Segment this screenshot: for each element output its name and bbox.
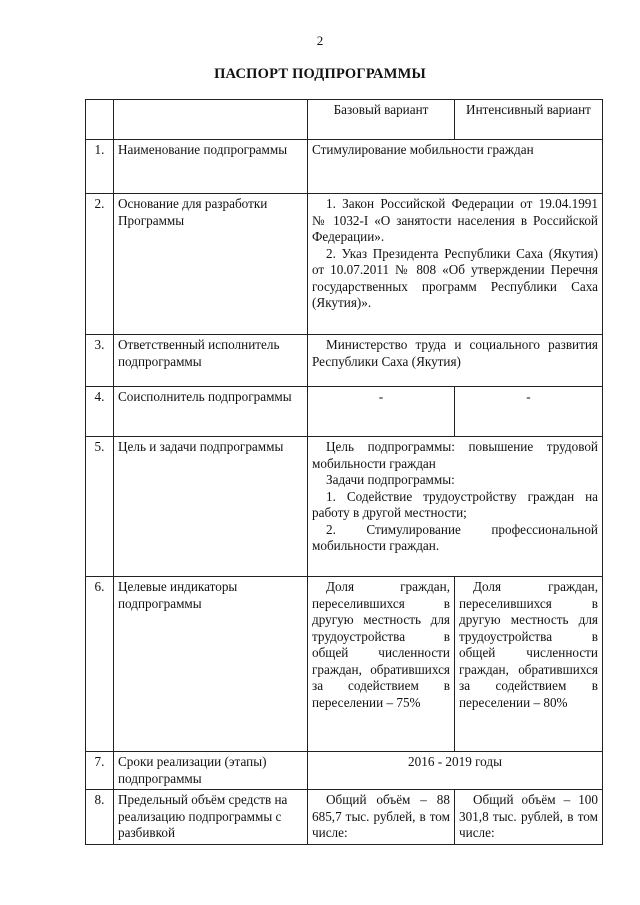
row-value [308, 437, 603, 577]
row-label: Целевые индикаторы подпрограммы [114, 577, 308, 752]
header-base-variant: Базовый вариант [308, 100, 455, 140]
table-row [86, 140, 603, 194]
passport-table [85, 99, 603, 845]
paragraph: 1. Содействие трудоустройству граждан на работу в другой местности; [312, 488, 598, 520]
paragraph: Доля граждан, переселившихся в другую местность для трудоустройства в общей численности граждан, обратившихся за содействием в переселении – 75% [312, 579, 450, 710]
paragraph: 1. Закон Российской Федерации от 19.04.1991 № 1032-I «О занятости населения в Российской Федерации». [312, 196, 598, 244]
row-label: Цель и задачи подпрограммы [114, 437, 308, 577]
row-label: Сроки реализации (этапы) подпрограммы [114, 752, 308, 790]
row-number: 3. [86, 335, 114, 387]
table-row [86, 577, 603, 752]
base-variant-value [308, 790, 455, 845]
header-empty-cell [86, 100, 114, 140]
base-variant-value: - [308, 387, 455, 437]
row-value: 2016 - 2019 годы [308, 752, 603, 790]
row-value [308, 335, 603, 387]
page-number: 2 [316, 33, 324, 48]
row-value: Стимулирование мобильности граждан [308, 140, 603, 194]
paragraph: 2. Стимулирование профессиональной мобильности граждан. [312, 521, 598, 553]
header-empty-cell [114, 100, 308, 140]
row-number: 2. [86, 194, 114, 335]
table-row [86, 752, 603, 790]
row-label: Ответственный исполнитель подпрограммы [114, 335, 308, 387]
document-title: ПАСПОРТ ПОДПРОГРАММЫ [214, 66, 426, 82]
row-number: 8. [86, 790, 114, 845]
intensive-variant-value [455, 577, 603, 752]
table-row [86, 335, 603, 387]
intensive-variant-value [455, 790, 603, 845]
row-number: 6. [86, 577, 114, 752]
intensive-variant-value: - [455, 387, 603, 437]
row-number: 7. [86, 752, 114, 790]
table-row [86, 387, 603, 437]
row-value [308, 194, 603, 335]
row-label: Предельный объём средств на реализацию подпрограммы с разбивкой [114, 790, 308, 845]
paragraph: Доля граждан, переселившихся в другую местность для трудоустройства в общей численности граждан, обратившихся за содействием в переселении – 80% [459, 579, 598, 710]
row-label: Наименование подпрограммы [114, 140, 308, 194]
paragraph: Цель подпрограммы: повышение трудовой мобильности граждан [312, 439, 598, 471]
paragraph: Общий объём – 88 685,7 тыс. рублей, в том числе: [312, 792, 450, 840]
paragraph: 2. Указ Президента Республики Саха (Якутия) от 10.07.2011 № 808 «Об утверждении Перечня государственных программ Республики Саха (Якутия)». [312, 245, 598, 310]
table-row [86, 194, 603, 335]
table-header-row [86, 100, 603, 140]
row-label: Основание для разработки Программы [114, 194, 308, 335]
paragraph: Министерство труда и социального развития Республики Саха (Якутия) [312, 337, 598, 369]
row-number: 1. [86, 140, 114, 194]
header-intensive-variant: Интенсивный вариант [455, 100, 603, 140]
row-number: 5. [86, 437, 114, 577]
paragraph: Задачи подпрограммы: [326, 472, 455, 487]
base-variant-value [308, 577, 455, 752]
paragraph: Общий объём – 100 301,8 тыс. рублей, в том числе: [459, 792, 598, 840]
table-row [86, 437, 603, 577]
table-row [86, 790, 603, 845]
row-label: Соисполнитель подпрограммы [114, 387, 308, 437]
row-number: 4. [86, 387, 114, 437]
